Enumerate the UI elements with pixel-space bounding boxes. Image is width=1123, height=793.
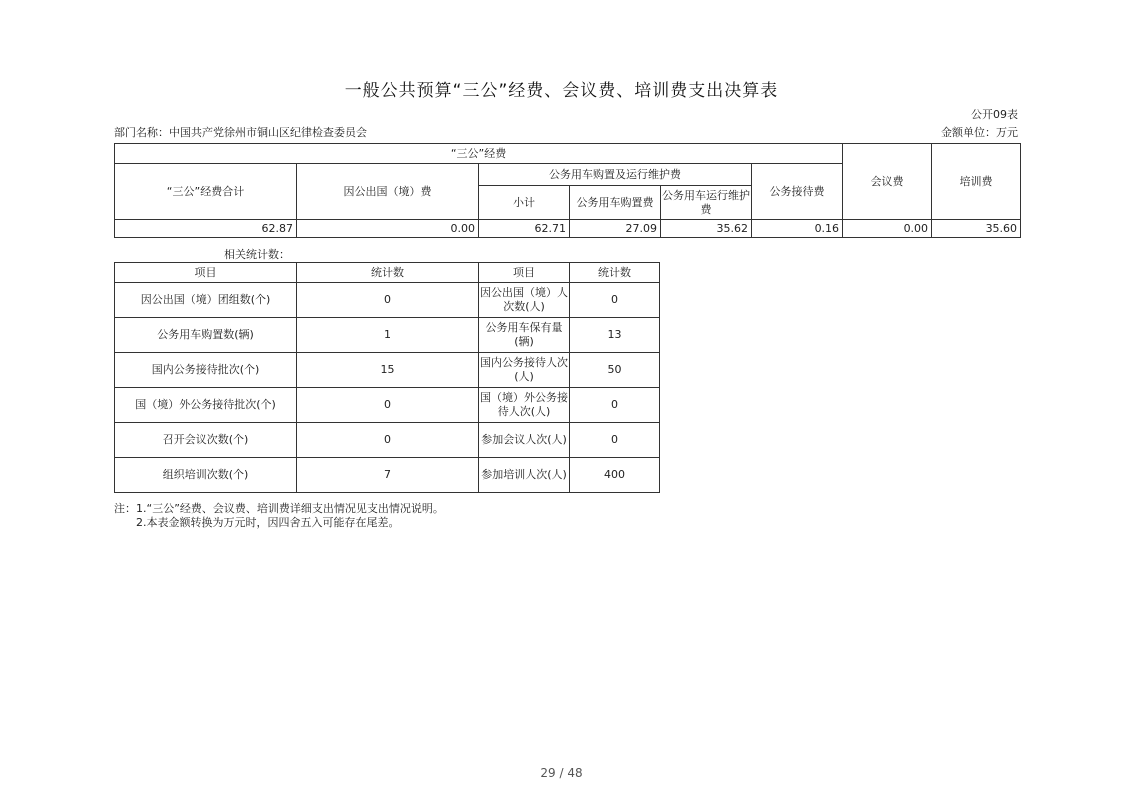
- header-vehicle-group: 公务用车购置及运行维护费: [479, 164, 752, 186]
- value-vehicle-purchase: 27.09: [570, 220, 661, 238]
- stats-header-item: 项目: [115, 263, 297, 283]
- stats-value: 0: [297, 423, 479, 458]
- stats-header-item: 项目: [479, 263, 570, 283]
- stats-item: 因公出国（境）人次数(人): [479, 283, 570, 318]
- value-reception: 0.16: [752, 220, 843, 238]
- stats-item: 参加会议人次(人): [479, 423, 570, 458]
- stats-value: 0: [570, 423, 660, 458]
- stats-label: 相关统计数：: [224, 248, 290, 261]
- header-meeting-fee: 会议费: [843, 144, 932, 220]
- stats-header-count: 统计数: [297, 263, 479, 283]
- stats-value: 0: [570, 283, 660, 318]
- expenditure-table: [114, 143, 1021, 238]
- header-three-public-total: “三公”经费合计: [115, 164, 297, 220]
- stats-item: 组织培训次数(个): [115, 458, 297, 493]
- stats-value: 0: [297, 388, 479, 423]
- stats-header-count: 统计数: [570, 263, 660, 283]
- stats-item: 召开会议次数(个): [115, 423, 297, 458]
- header-reception-fee: 公务接待费: [752, 164, 843, 220]
- page-title: 一般公共预算“三公”经费、会议费、培训费支出决算表: [344, 81, 779, 101]
- value-training: 35.60: [932, 220, 1021, 238]
- table-row: [115, 388, 660, 423]
- stats-value: 7: [297, 458, 479, 493]
- stats-table: [114, 262, 660, 493]
- value-vehicle-operation: 35.62: [661, 220, 752, 238]
- table-row: [115, 318, 660, 353]
- stats-item: 国（境）外公务接待人次(人): [479, 388, 570, 423]
- department-name: 部门名称：中国共产党徐州市铜山区纪律检查委员会: [114, 126, 367, 139]
- table-row: [115, 353, 660, 388]
- form-number: 公开09表: [971, 108, 1018, 121]
- note-line-1: 注：1.“三公”经费、会议费、培训费详细支出情况见支出情况说明。: [114, 502, 444, 515]
- header-vehicle-operation: 公务用车运行维护费: [661, 186, 752, 220]
- value-total: 62.87: [115, 220, 297, 238]
- stats-item: 公务用车购置数(辆): [115, 318, 297, 353]
- stats-item: 因公出国（境）团组数(个): [115, 283, 297, 318]
- value-meeting: 0.00: [843, 220, 932, 238]
- value-subtotal: 62.71: [479, 220, 570, 238]
- stats-value: 1: [297, 318, 479, 353]
- stats-value: 50: [570, 353, 660, 388]
- group-header-three-public: “三公”经费: [115, 144, 843, 164]
- stats-value: 13: [570, 318, 660, 353]
- stats-value: 400: [570, 458, 660, 493]
- stats-item: 国（境）外公务接待批次(个): [115, 388, 297, 423]
- stats-item: 公务用车保有量(辆): [479, 318, 570, 353]
- stats-item: 参加培训人次(人): [479, 458, 570, 493]
- header-training-fee: 培训费: [932, 144, 1021, 220]
- stats-item: 国内公务接待批次(个): [115, 353, 297, 388]
- page-number: 29 / 48: [540, 766, 583, 780]
- header-subtotal: 小计: [479, 186, 570, 220]
- note-line-2: 2.本表金额转换为万元时，因四舍五入可能存在尾差。: [136, 516, 400, 529]
- header-vehicle-purchase: 公务用车购置费: [570, 186, 661, 220]
- value-abroad: 0.00: [297, 220, 479, 238]
- table-row: [115, 458, 660, 493]
- stats-item: 国内公务接待人次(人): [479, 353, 570, 388]
- stats-value: 15: [297, 353, 479, 388]
- stats-value: 0: [297, 283, 479, 318]
- amount-unit: 金额单位：万元: [941, 126, 1018, 139]
- stats-value: 0: [570, 388, 660, 423]
- table-row: [115, 423, 660, 458]
- header-abroad-fee: 因公出国（境）费: [297, 164, 479, 220]
- table-row: [115, 283, 660, 318]
